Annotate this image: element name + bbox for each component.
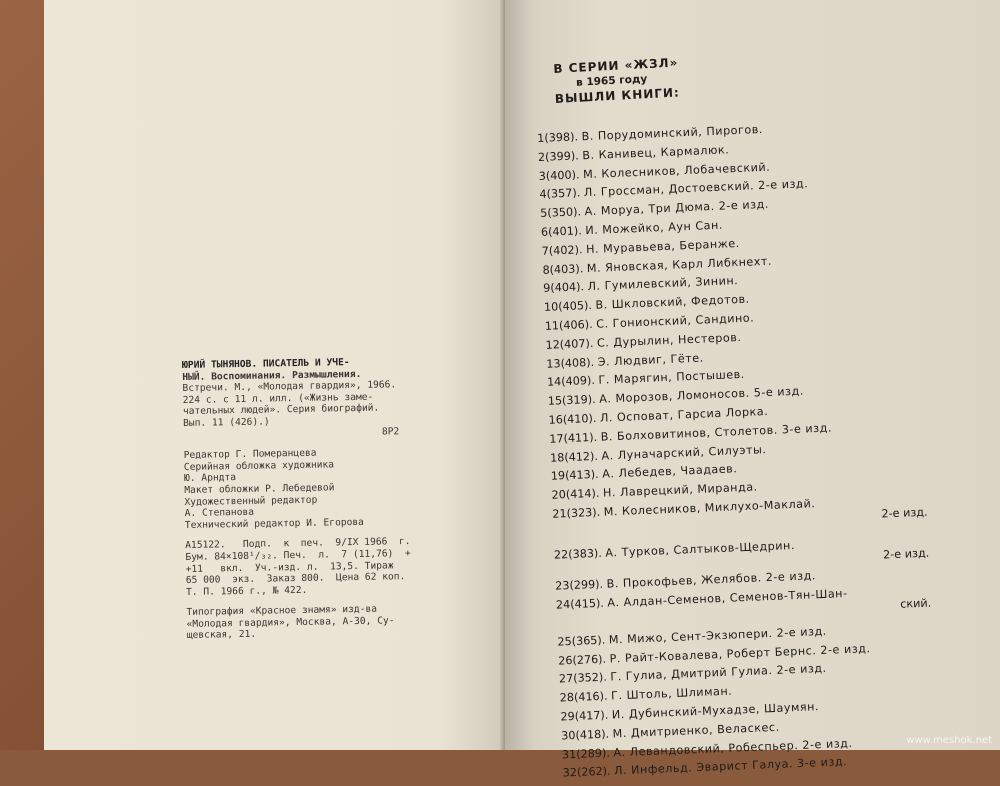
book-title: А. Левандовский, Робеспьер. 2-е изд. xyxy=(613,736,853,759)
imprint-line: 224 с. с 11 л. илл. («Жизнь заме- xyxy=(182,391,374,406)
book-title: В. Канивец, Кармалюк. xyxy=(582,143,730,162)
book-number: 6(401). xyxy=(540,224,583,239)
book-number: 15(319). xyxy=(547,393,596,408)
book-number: 13(408). xyxy=(546,355,595,371)
series-heading-line1: В СЕРИИ «ЖЗЛ» xyxy=(553,55,679,76)
book-title: В. Прокофьев, Желябов. 2-е изд. xyxy=(606,569,817,591)
print-info-line: +11 вкл. Уч.-изд. л. 13,5. Тираж xyxy=(185,559,394,575)
credit-line: Макет обложки Р. Лебедевой xyxy=(184,482,335,496)
book-title: Р. Райт-Ковалева, Роберт Бернс. 2-е изд. xyxy=(609,641,871,666)
book-number: 30(418). xyxy=(560,727,610,743)
book-title: Г. Марягин, Постышев. xyxy=(598,368,745,388)
book-title: В. Порудоминский, Пирогов. xyxy=(581,122,764,144)
imprint-line: Встречи. М., «Молодая гвардия», 1966. xyxy=(182,379,397,395)
book-number: 22(383). xyxy=(553,546,603,562)
book-number: 14(409). xyxy=(546,374,596,390)
book-title: М. Дмитриенко, Веласкес. xyxy=(612,720,780,741)
book-title: Э. Людвиг, Гёте. xyxy=(597,351,704,369)
typography-line: Типография «Красное знамя» изд-ва xyxy=(186,603,378,619)
series-heading-line3: ВЫШЛИ КНИГИ: xyxy=(554,85,681,106)
book-number: 20(414). xyxy=(551,486,600,502)
book-number: 8(403). xyxy=(542,261,584,277)
book-title: Г. Штоль, Шлиман. xyxy=(610,684,733,703)
book-number: 5(350). xyxy=(540,205,582,221)
book-continuation: 2-е изд. xyxy=(882,546,930,562)
typography-line: «Молодая гвардия», Москва, А-30, Су- xyxy=(186,615,395,630)
book-number: 10(405). xyxy=(543,299,593,315)
book-title: А. Морозов, Ломоносов. 5-е изд. xyxy=(598,384,805,406)
print-info-line: 65 000 экз. Заказ 800. Цена 62 коп. xyxy=(185,571,406,587)
book-title: М. Яновская, Карл Либкнехт. xyxy=(586,254,773,275)
book-title: Н. Муравьева, Беранже. xyxy=(585,236,740,256)
book-title: И. Дубинский-Мухадзе, Шаумян. xyxy=(611,700,820,722)
book-number: 29(417). xyxy=(560,708,609,724)
imprint-line: Вып. 11 (426).) xyxy=(183,416,270,429)
series-heading xyxy=(553,55,680,105)
book-title: В. Шкловский, Федотов. xyxy=(595,292,750,312)
book-title: А. Луначарский, Силуэты. xyxy=(601,442,767,463)
book-number: 11(406). xyxy=(544,317,593,333)
book-number: 3(400). xyxy=(538,167,580,183)
book-number: 18(412). xyxy=(549,449,599,465)
series-heading-line2: в 1965 году xyxy=(575,73,648,89)
book-title: М. Колесников, Лобачевский. xyxy=(582,160,771,181)
print-info-line: Т. П. 1966 г., № 422. xyxy=(185,584,308,598)
book-title: С. Дурылин, Нестеров. xyxy=(596,330,742,350)
book-number: 7(402). xyxy=(541,243,583,258)
print-info-line: А15122. Подп. к печ. 9/IX 1966 г. xyxy=(185,536,411,552)
imprint-title-cont: НЫЙ. Воспоминания. Размышления. xyxy=(182,368,362,383)
typography-line: щевская, 21. xyxy=(186,629,257,642)
book-number: 32(262). xyxy=(562,764,611,780)
book-number: 16(410). xyxy=(548,411,597,427)
book-title: Г. Гулиа, Дмитрий Гулиа. 2-е изд. xyxy=(610,662,827,684)
book-number: 4(357). xyxy=(539,186,581,202)
book-number: 9(404). xyxy=(543,280,585,296)
print-info-line: Бум. 84×108¹/₃₂. Печ. л. 7 (11,76) + xyxy=(185,547,411,563)
credit-line: Художественный редактор xyxy=(184,494,318,508)
credit-line: А. Степанова xyxy=(184,506,255,520)
book-number: 19(413). xyxy=(550,468,599,484)
book-title: Л. Гроссман, Достоевский. 2-е изд. xyxy=(583,177,809,200)
book-number: 31(289). xyxy=(561,746,611,762)
book-number: 1(398). xyxy=(537,130,579,145)
book-title: Л. Гумилевский, Зинин. xyxy=(587,274,739,294)
book-title: Л. Осповат, Гарсиа Лорка. xyxy=(599,404,769,425)
classification-code: 8Р2 xyxy=(381,425,400,438)
book-number: 25(365). xyxy=(557,633,606,649)
imprint-line: чательных людей». Серия биографий. xyxy=(182,402,380,418)
book-list xyxy=(537,117,948,786)
book-title: И. Можейко, Аун Сан. xyxy=(585,218,724,238)
credit-line: Редактор Г. Померанцева xyxy=(183,447,317,462)
book-number: 26(276). xyxy=(557,652,607,668)
book-title: А. Алдан-Семенов, Семенов-Тян-Шан- xyxy=(607,586,848,610)
book-title: Л. Инфельд. Эварист Галуа. 3-е изд. xyxy=(613,755,848,778)
watermark: www.meshok.net xyxy=(906,735,992,746)
book-title: В. Болховитинов, Столетов. 3-е изд. xyxy=(600,421,833,444)
book-number: 28(416). xyxy=(559,689,608,705)
credit-line: Технический редактор И. Егорова xyxy=(184,516,365,531)
credit-line: Серийная обложка художника xyxy=(183,459,335,473)
book-number: 17(411). xyxy=(549,430,598,446)
book-number: 21(323). xyxy=(552,505,601,521)
book-title: Н. Лаврецкий, Миранда. xyxy=(602,480,758,500)
book-number: 23(299). xyxy=(554,577,604,593)
imprint-block xyxy=(182,356,411,642)
book-number: 24(415). xyxy=(555,596,605,612)
book-continuation: ский. xyxy=(899,596,932,611)
book-number: 27(352). xyxy=(558,670,608,686)
left-page xyxy=(44,0,510,750)
book-title: С. Гонионский, Сандино. xyxy=(595,311,755,331)
book-title: А. Лебедев, Чаадаев. xyxy=(601,462,738,481)
book-continuation: 2-е изд. xyxy=(881,505,928,521)
book-title: М. Колесников, Миклухо-Маклай. xyxy=(603,497,816,519)
book-title: М. Мижо, Сент-Экзюпери. 2-е изд. xyxy=(608,624,827,647)
book-number: 12(407). xyxy=(545,336,594,352)
imprint-title-line: ЮРИЙ ТЫНЯНОВ. ПИСАТЕЛЬ И УЧЕ- xyxy=(182,357,350,371)
book-title: А. Турков, Салтыков-Щедрин. xyxy=(605,538,796,560)
book-number: 2(399). xyxy=(537,149,580,164)
book-title: А. Моруа, Три Дюма. 2-е изд. xyxy=(584,197,770,219)
credit-line: Ю. Арндта xyxy=(183,472,237,485)
